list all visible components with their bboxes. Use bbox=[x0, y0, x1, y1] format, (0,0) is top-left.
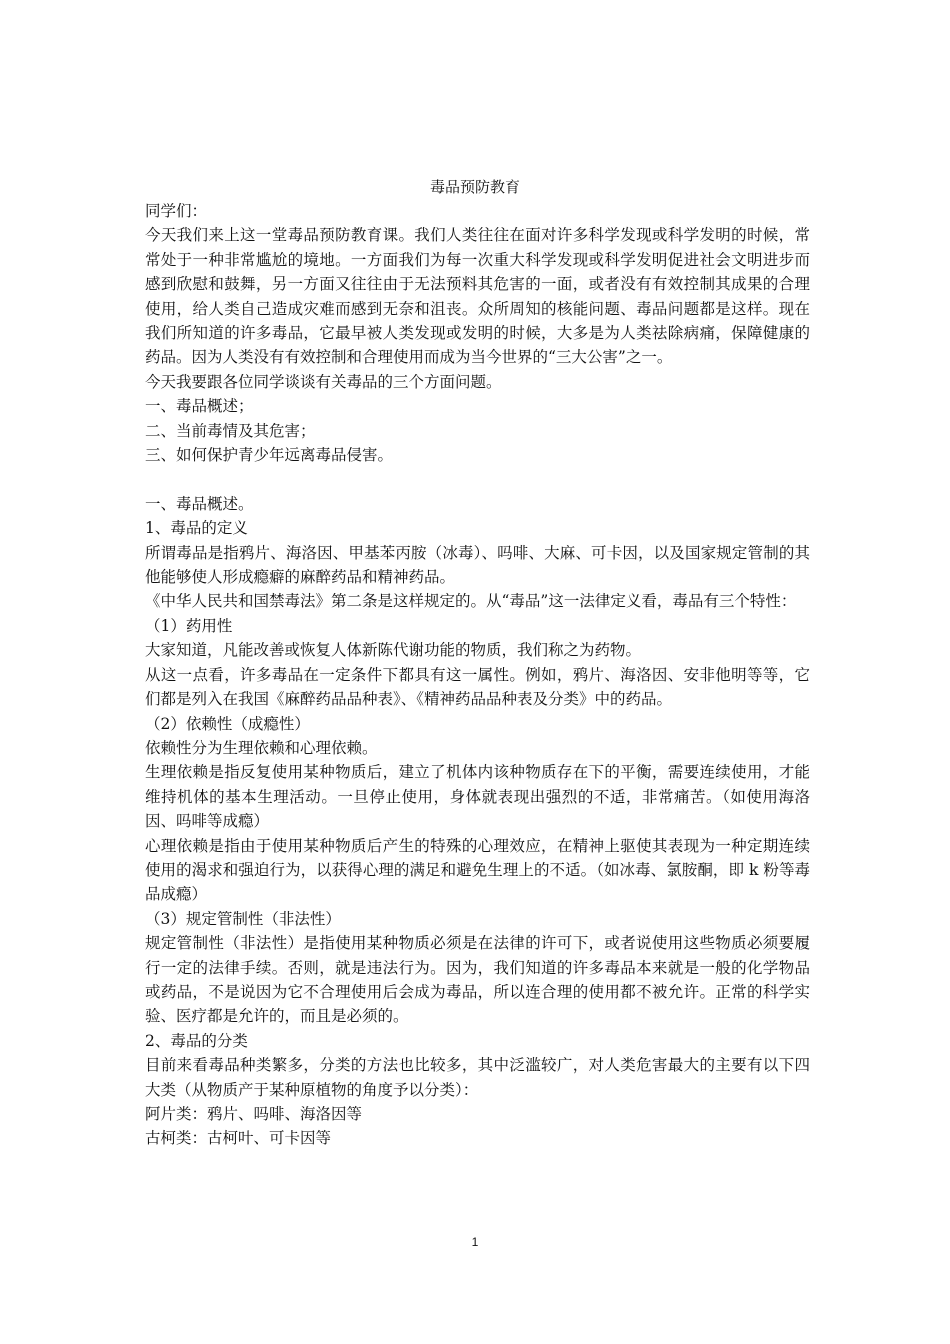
paragraph-classification: 目前来看毒品种类繁多，分类的方法也比较多，其中泛滥较广，对人类危害最大的主要有以下四大类（从物质产于某种原植物的角度予以分类）： bbox=[145, 1056, 810, 1099]
list-item-coca: 古柯类：古柯叶、可卡因等 bbox=[145, 1129, 332, 1148]
topic-item-2: 二、当前毒情及其危害； bbox=[145, 421, 316, 440]
document-title: 毒品预防教育 bbox=[429, 178, 520, 196]
property-heading-controlled: （3）规定管制性（非法性） bbox=[145, 909, 341, 928]
paragraph-law: 《中华人民共和国禁毒法》第二条是这样规定的。从“毒品”这一法律定义看，毒品有三个特性： bbox=[145, 592, 797, 611]
list-item-opiates: 阿片类：鸦片、吗啡、海洛因等 bbox=[145, 1105, 363, 1124]
paragraph-psychological-dependence: 心理依赖是指由于使用某种物质后产生的特殊的心理效应，在精神上驱使其表现为一种定期连续使用的渴求和强迫行为，以获得心理的满足和避免生理上的不适。（如冰毒、氯胺酮，即 k 粉等毒品成瘾） bbox=[145, 836, 810, 904]
paragraph-medicinal-1: 大家知道，凡能改善或恢复人体新陈代谢功能的物质，我们称之为药物。 bbox=[145, 641, 642, 660]
topic-item-3: 三、如何保护青少年远离毒品侵害。 bbox=[145, 446, 394, 465]
paragraph-dependence-types: 依赖性分为生理依赖和心理依赖。 bbox=[145, 738, 378, 757]
subsection-heading-definition: 1、毒品的定义 bbox=[145, 519, 248, 538]
paragraph-medicinal-2: 从这一点看，许多毒品在一定条件下都具有这一属性。例如，鸦片、海洛因、安非他明等等，它们都是列入在我国《麻醉药品品种表》、《精神药品品种表及分类》中的药品。 bbox=[145, 665, 810, 709]
property-heading-dependence: （2）依赖性（成瘾性） bbox=[145, 714, 310, 733]
page-number: 1 bbox=[471, 1235, 479, 1249]
blank-line bbox=[145, 467, 810, 491]
paragraph-greeting: 同学们： bbox=[145, 202, 208, 220]
section-heading-overview: 一、毒品概述。 bbox=[145, 494, 254, 513]
paragraph-controlled: 规定管制性（非法性）是指使用某种物质必须是在法律的许可下，或者说使用这些物质必须要履行一定的法律手续。否则，就是违法行为。因为，我们知道的许多毒品本来就是一般的化学物品或药品，不是说因为它不合理使用后会成为毒品，所以连合理的使用都不被允许。正常的科学实验、医疗都是允许的，而且是必须的。 bbox=[145, 934, 810, 1026]
subsection-heading-classification: 2、毒品的分类 bbox=[145, 1031, 248, 1050]
paragraph-topics-lead: 今天我要跟各位同学谈谈有关毒品的三个方面问题。 bbox=[145, 372, 502, 391]
document-body bbox=[145, 199, 810, 1151]
topic-item-1: 一、毒品概述； bbox=[145, 397, 254, 416]
paragraph-intro: 今天我们来上这一堂毒品预防教育课。我们人类往往在面对许多科学发现或科学发明的时候，常常处于一种非常尴尬的境地。一方面我们为每一次重大科学发现或科学发明促进社会文明进步而感到欣慰和鼓舞，另一方面又往往由于无法预料其危害的一面，或者没有有效控制其成果的合理使用，给人类自己造成灾难而感到无奈和沮丧。众所周知的核能问题、毒品问题都是这样。现在我们所知道的许多毒品，它最早被人类发现或发明的时候，大多是为人类祛除病痛，保障健康的药品。因为人类没有有效控制和合理使用而成为当今世界的“三大公害”之一。 bbox=[145, 226, 810, 367]
paragraph-definition: 所谓毒品是指鸦片、海洛因、甲基苯丙胺（冰毒）、吗啡、大麻、可卡因，以及国家规定管制的其他能够使人形成瘾癖的麻醉药品和精神药品。 bbox=[145, 543, 810, 587]
paragraph-physical-dependence: 生理依赖是指反复使用某种物质后，建立了机体内该种物质存在下的平衡，需要连续使用，才能维持机体的基本生理活动。一旦停止使用，身体就表现出强烈的不适，非常痛苦。（如使用海洛因、吗啡等成瘾） bbox=[145, 763, 810, 831]
property-heading-medicinal: （1）药用性 bbox=[145, 616, 233, 635]
